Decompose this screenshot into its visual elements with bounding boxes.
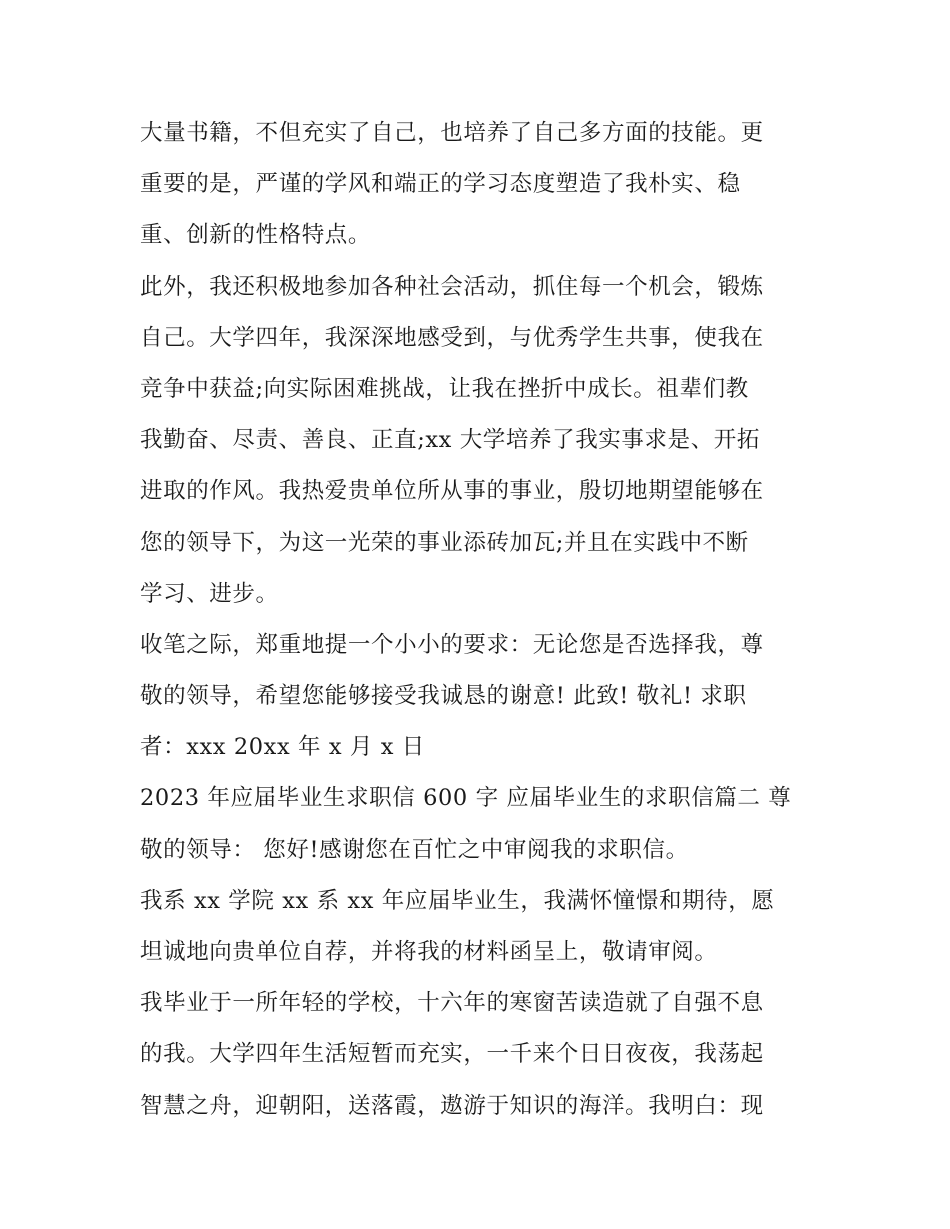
text-line: 您的领导下，为这一光荣的事业添砖加瓦;并且在实践中不断 <box>140 529 749 556</box>
text-line: 我毕业于一所年轻的学校，十六年的寒窗苦读造就了自强不息 <box>140 990 764 1017</box>
text-line: 敬的领导，希望您能够接受我诚恳的谢意! 此致! 敬礼! 求职 <box>140 683 747 710</box>
document-body <box>140 108 820 1132</box>
text-line: 2023 年应届毕业生求职信 600 字 应届毕业生的求职信篇二 尊 <box>140 785 792 812</box>
text-line: 重要的是，严谨的学风和端正的学习态度塑造了我朴实、稳 <box>140 171 741 198</box>
text-line: 智慧之舟，迎朝阳，送落霞，遨游于知识的海洋。我明白：现 <box>140 1092 764 1119</box>
text-line: 此外，我还积极地参加各种社会活动，抓住每一个机会，锻炼 <box>140 273 764 300</box>
text-line: 进取的作风。我热爱贵单位所从事的事业，殷切地期望能够在 <box>140 478 764 505</box>
text-line: 我系 xx 学院 xx 系 xx 年应届毕业生，我满怀憧憬和期待，愿 <box>140 887 775 914</box>
text-line: 学习、进步。 <box>140 580 279 607</box>
text-line: 竞争中获益;向实际困难挑战，让我在挫折中成长。祖辈们教 <box>140 375 749 402</box>
text-line: 自己。大学四年，我深深地感受到，与优秀学生共事，使我在 <box>140 324 764 351</box>
text-line: 的我。大学四年生活短暂而充实，一千来个日日夜夜，我荡起 <box>140 1041 764 1068</box>
text-line: 坦诚地向贵单位自荐，并将我的材料函呈上，敬请审阅。 <box>140 939 718 965</box>
text-line: 大量书籍，不但充实了自己，也培养了自己多方面的技能。更 <box>140 120 764 146</box>
text-line: 重、创新的性格特点。 <box>140 222 372 249</box>
text-line: 敬的领导： 您好!感谢您在百忙之中审阅我的求职信。 <box>140 836 689 863</box>
text-line: 收笔之际，郑重地提一个小小的要求：无论您是否选择我，尊 <box>140 631 764 658</box>
text-line: 者：xxx 20xx 年 x 月 x 日 <box>140 734 425 761</box>
text-line: 我勤奋、尽责、善良、正直;xx 大学培养了我实事求是、开拓 <box>140 427 761 454</box>
